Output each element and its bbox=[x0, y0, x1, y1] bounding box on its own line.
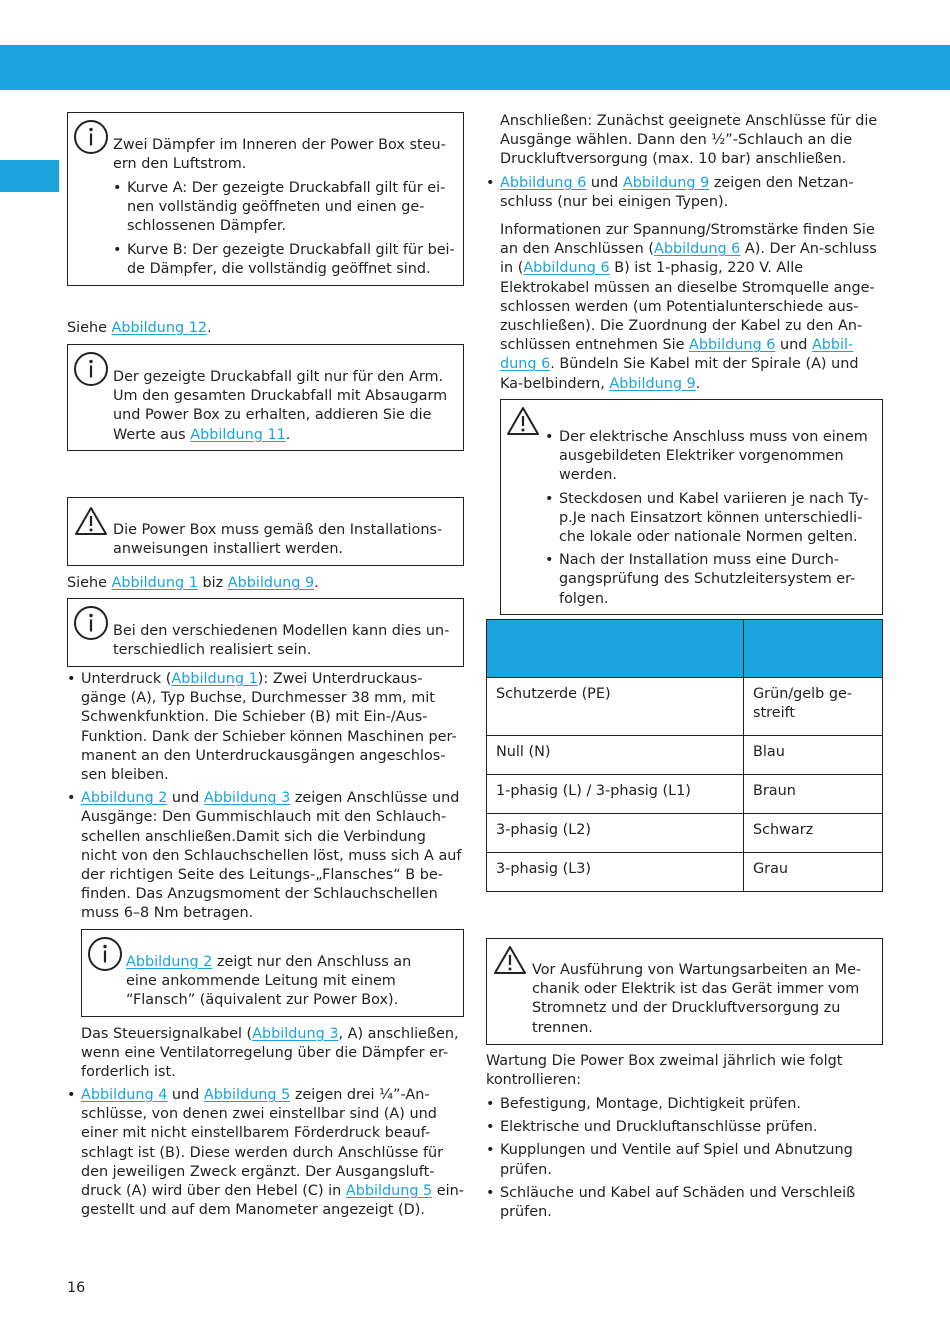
table-cell: Grau bbox=[744, 853, 883, 892]
static-text: zeigen drei ¼”-An-schlüsse, von denen zwei einstellbar sind (A) und einer mit nicht einstellbarem Förderdruck beauf-schlagt ist (B). Diese werden durch Anschlüsse für den jeweiligen Zweck ergänzt. Der Ausgangsluft-druck (A) wird über den Hebel (C) in bbox=[81, 1087, 444, 1200]
static-text: und bbox=[775, 337, 812, 354]
static-text: B) ist 1-phasig, 220 V. Alle Elektrokabel müssen an dieselbe Stromquelle ange-schlossen werden (um Potentialunterschiede aus-zuschließen). Die Zuordnung der Kabel zu den An-schlüssen entnehmen Sie bbox=[500, 260, 875, 354]
info-icon bbox=[87, 936, 123, 972]
info-icon bbox=[73, 605, 109, 641]
link-abbildung-1[interactable]: Abbildung 1 bbox=[171, 671, 258, 687]
static-text: ein-gestellt und auf dem Manometer angezeigt (D). bbox=[81, 1183, 464, 1219]
static-text: . bbox=[207, 320, 212, 336]
air-connection-bullet-list bbox=[67, 1086, 464, 1224]
table-cell: Braun bbox=[744, 775, 883, 814]
info-icon bbox=[73, 119, 109, 155]
warning-text: Die Power Box muss gemäß den Installations-anweisungen installiert werden. bbox=[113, 522, 443, 558]
voltage-info-paragraph bbox=[500, 221, 883, 394]
static-text: zeigt nur den Anschluss an eine ankommende Leitung mit einem “Flansch” (äquivalent zur Power Box). bbox=[126, 954, 412, 1009]
static-text: Informationen zur Spannung/Stromstärke finden Sie an den Anschlüssen ( bbox=[500, 222, 875, 258]
warning-bullet-list bbox=[545, 428, 877, 613]
list-item bbox=[67, 1086, 464, 1220]
mains-bullet-list bbox=[486, 174, 883, 216]
link-abbildung-11[interactable]: Abbildung 11 bbox=[190, 426, 286, 443]
maintenance-intro: Wartung Die Power Box zweimal jährlich wie folgt kontrollieren: bbox=[486, 1053, 843, 1089]
connection-bullet-list bbox=[67, 670, 464, 928]
table-row bbox=[487, 678, 883, 736]
link-abbildung-2[interactable]: Abbildung 2 bbox=[81, 790, 168, 807]
warning-note-electrical bbox=[500, 399, 883, 615]
static-text: Das Steuersignalkabel ( bbox=[81, 1026, 253, 1042]
note-text: Bei den verschiedenen Modellen kann dies un-terschiedlich realisiert sein. bbox=[113, 623, 450, 659]
table-row bbox=[487, 853, 883, 892]
see-figure-1-to-9 bbox=[67, 574, 464, 593]
link-abbildung-6[interactable]: Abbildung 6 bbox=[653, 241, 741, 258]
list-item bbox=[67, 789, 464, 923]
static-text: Unterdruck ( bbox=[81, 671, 172, 687]
warning-icon bbox=[506, 406, 540, 436]
link-abbildung-6[interactable]: Abbildung 6 bbox=[523, 260, 610, 277]
list-item: • Der elektrische Anschluss muss von einem ausgebildeten Elektriker vorgenommen werden. bbox=[545, 428, 877, 486]
list-item: • Steckdosen und Kabel variieren je nach Ty-p.Je nach Einsatzort können unterschiedli-che lokale oder nationale Normen gelten. bbox=[545, 490, 877, 548]
link-abbildung-9[interactable]: Abbildung 9 bbox=[622, 175, 710, 191]
info-note-models bbox=[67, 598, 464, 667]
connect-paragraph: Anschließen: Zunächst geeignete Anschlüsse für die Ausgänge wählen. Dann den ½”-Schlauch an die Druckluftversorgung (max. 10 bar) anschließen. bbox=[500, 113, 878, 168]
table-row bbox=[487, 775, 883, 814]
static-text: , A) anschließen, wenn eine Ventilatorregelung über die Dämpfer er-forderlich ist. bbox=[81, 1026, 459, 1081]
list-item: • Nach der Installation muss eine Durch-gangsprüfung des Schutzleitersystem er-folgen. bbox=[545, 551, 877, 609]
table-cell: Blau bbox=[744, 736, 883, 775]
warning-icon bbox=[74, 506, 108, 536]
see-figure-12 bbox=[67, 319, 464, 338]
link-abbildung-6[interactable]: Abbildung 6 bbox=[500, 175, 587, 191]
list-item: • Kupplungen und Ventile auf Spiel und Abnutzung prüfen. bbox=[486, 1141, 883, 1179]
page-number: 16 bbox=[67, 1280, 86, 1296]
table-cell: Grün/gelb ge-streift bbox=[744, 678, 883, 736]
note-text: Zwei Dämpfer im Inneren der Power Box steu-ern den Luftstrom. bbox=[113, 137, 446, 173]
static-text: zeigen den Netzan-schluss (nur bei einigen Typen). bbox=[500, 175, 854, 211]
static-text: . Bündeln Sie Kabel mit der Spirale (A) und Ka-belbindern, bbox=[500, 356, 859, 392]
list-item: • Kurve B: Der gezeigte Druckabfall gilt für bei-de Dämpfer, die vollständig geöffnet sind. bbox=[113, 241, 458, 279]
static-text: Siehe bbox=[67, 575, 112, 591]
link-abbildung-5[interactable]: Abbildung 5 bbox=[345, 1183, 433, 1200]
table-header-row bbox=[487, 620, 883, 678]
link-abbildung-4[interactable]: Abbildung 4 bbox=[81, 1087, 168, 1103]
table-row bbox=[487, 814, 883, 853]
table-cell: Null (N) bbox=[487, 736, 744, 775]
note-text bbox=[113, 368, 458, 445]
list-item bbox=[67, 670, 464, 785]
link-abbildung-12[interactable]: Abbildung 12 bbox=[111, 320, 208, 336]
table-cell: Schutzerde (PE) bbox=[487, 678, 744, 736]
static-text: . bbox=[285, 426, 291, 443]
info-note-pressure-drop bbox=[67, 344, 464, 451]
warning-text: Vor Ausführung von Wartungsarbeiten an Me-chanik oder Elektrik ist das Gerät immer vom Stromnetz und der Druckluftversorgung zu trennen. bbox=[532, 962, 862, 1036]
static-text: ): Zwei Unterdruckaus-gänge (A), Typ Buchse, Durchmesser 38 mm, mit Schwenkfunktion. Die Schieber (B) mit Ein-/Aus-Funktion. Dank der Schieber können Maschinen per-manent an den Unterdruckausgängen angeschlos-sen bleiben. bbox=[81, 671, 457, 784]
warning-icon bbox=[493, 945, 527, 975]
link-abbildung-3[interactable]: Abbildung 3 bbox=[252, 1026, 339, 1042]
link-abbildung-1[interactable]: Abbildung 1 bbox=[111, 575, 198, 591]
static-text: A). Der An-schluss in ( bbox=[500, 241, 877, 277]
warning-note-maintenance bbox=[486, 938, 883, 1045]
static-text: und bbox=[167, 1087, 204, 1103]
note-text bbox=[126, 953, 426, 1011]
table-cell: 3-phasig (L3) bbox=[487, 853, 744, 892]
header-bar bbox=[0, 45, 950, 90]
static-text: Der gezeigte Druckabfall gilt nur für den Arm. Um den gesamten Druckabfall mit Absaugarm und Power Box zu erhalten, addieren Sie die Werte aus bbox=[113, 369, 448, 443]
info-note-flange bbox=[81, 929, 464, 1017]
link-abbildung-2[interactable]: Abbildung 2 bbox=[126, 954, 213, 970]
link-abbildung-9[interactable]: Abbildung 9 bbox=[227, 575, 315, 591]
static-text: biz bbox=[197, 575, 228, 591]
static-text: und bbox=[167, 790, 204, 807]
info-icon bbox=[73, 351, 109, 387]
static-text: und bbox=[586, 175, 623, 191]
table-row bbox=[487, 736, 883, 775]
list-item: • Schläuche und Kabel auf Schäden und Verschleiß prüfen. bbox=[486, 1184, 883, 1222]
link-abbildung-9[interactable]: Abbildung 9 bbox=[609, 375, 696, 392]
link-abbildung-6[interactable]: Abbil-dung 6 bbox=[500, 337, 854, 373]
table-header-cell bbox=[744, 620, 883, 678]
table-header-cell bbox=[487, 620, 744, 678]
link-abbildung-3[interactable]: Abbildung 3 bbox=[203, 790, 291, 807]
list-item: • Kurve A: Der gezeigte Druckabfall gilt für ei-nen vollständig geöffneten und einen ge-schlossenen Dämpfer. bbox=[113, 179, 458, 237]
list-item: • Elektrische und Druckluftanschlüsse prüfen. bbox=[486, 1118, 883, 1137]
static-text: . bbox=[695, 375, 701, 392]
table-cell: 3-phasig (L2) bbox=[487, 814, 744, 853]
maintenance-bullet-list bbox=[486, 1095, 883, 1226]
link-abbildung-6[interactable]: Abbildung 6 bbox=[689, 337, 776, 354]
list-item: • Befestigung, Montage, Dichtigkeit prüfen. bbox=[486, 1095, 883, 1114]
table-cell: Schwarz bbox=[744, 814, 883, 853]
warning-note-installation bbox=[67, 497, 464, 566]
control-signal-paragraph bbox=[81, 1025, 464, 1083]
static-text: Siehe bbox=[67, 320, 112, 336]
table-cell: 1-phasig (L) / 3-phasig (L1) bbox=[487, 775, 744, 814]
static-text: zeigen Anschlüsse und Ausgänge: Den Gummischlauch mit den Schlauch-schellen anschließen.Damit sich die Verbindung nicht von den Schlauchschellen löst, muss sich A auf der richtigen Seite des Leitungs-„Flansches“ B be-finden. Das Anzugsmoment der Schlauchschellen muss 6–8 Nm betragen. bbox=[81, 790, 462, 922]
list-item bbox=[486, 174, 883, 212]
note-bullet-list bbox=[113, 179, 458, 283]
cable-color-table bbox=[486, 619, 883, 892]
info-note-dampers bbox=[67, 112, 464, 286]
link-abbildung-5[interactable]: Abbildung 5 bbox=[203, 1087, 291, 1103]
static-text: . bbox=[314, 575, 319, 591]
section-tab bbox=[0, 160, 59, 192]
